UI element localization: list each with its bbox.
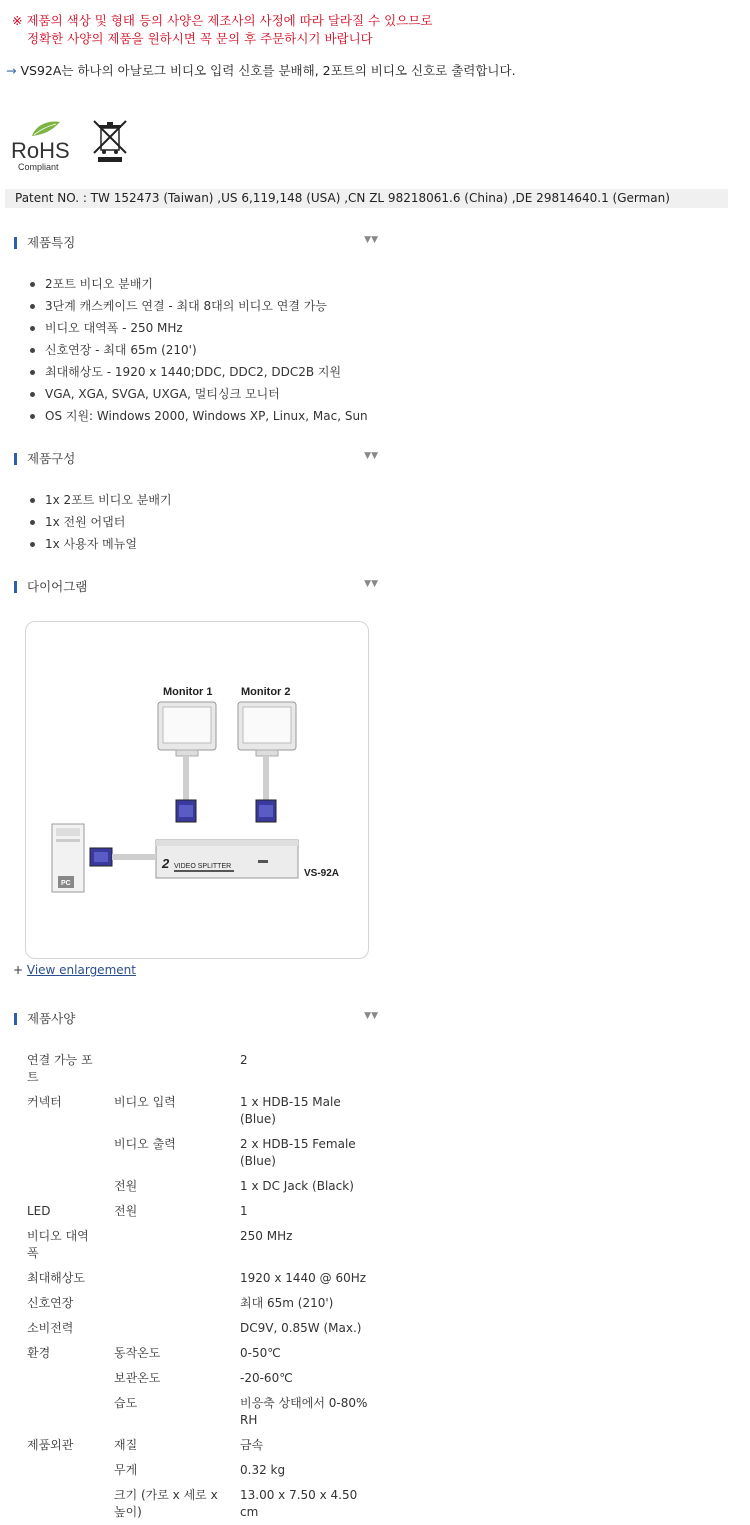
spec-category [20,1458,107,1483]
vga-connector-icon [176,800,196,822]
view-enlargement-link[interactable]: View enlargement [26,963,136,977]
features-list [28,273,368,427]
section-header-package[interactable] [14,451,378,467]
spec-value: 2 x HDB-15 Female (Blue) [240,1137,356,1168]
table-row [20,1224,377,1266]
spec-category: 환경 [27,1346,51,1360]
spec-value: 0.32 kg [240,1463,286,1477]
spec-subcategory: 전원 [114,1179,138,1193]
spec-subcategory [107,1291,233,1316]
chevron-down-icon[interactable]: ▼▼ [364,451,378,461]
product-intro [6,61,516,79]
list-item: 2포트 비디오 분배기 [28,273,368,295]
table-row [20,1391,377,1433]
rohs-label: RoHS [11,138,70,163]
list-item: VGA, XGA, SVGA, UXGA, 멀티싱크 모니터 [28,383,368,405]
list-item: 3단계 캐스케이드 연결 - 최대 8대의 비디오 연결 가능 [28,295,368,317]
spec-subcategory: 동작온도 [114,1346,161,1360]
spec-value: 1920 x 1440 @ 60Hz [240,1271,367,1285]
list-item: OS 지원: Windows 2000, Windows XP, Linux, Mac, Sun [28,405,368,427]
spec-subcategory: 습도 [114,1396,138,1410]
spec-subcategory [107,1316,233,1341]
spec-subcategory [107,1224,233,1266]
spec-subcategory: 보관온도 [114,1371,161,1385]
vga-connector-icon [90,848,112,866]
spec-subcategory: 재질 [114,1438,138,1452]
intro-text: VS92A는 하나의 아날로그 비디오 입력 신호를 분배해, 2포트의 비디오 신호로 출력합니다. [20,63,516,78]
spec-category: 최대해상도 [27,1271,85,1285]
spec-subcategory: 비디오 출력 [114,1137,176,1151]
section-header-diagram[interactable] [14,579,378,595]
patent-bar: Patent NO. : TW 152473 (Taiwan) ,US 6,119,148 (USA) ,CN ZL 98218061.6 (China) ,DE 29814640.1 (German) [5,189,728,208]
spec-category: 제품외관 [27,1438,74,1452]
monitor-2-label: Monitor 2 [241,686,291,698]
pc-label: PC [61,880,71,887]
section-title: 다이어그램 [27,579,88,594]
list-item: 1x 사용자 메뉴얼 [28,533,172,555]
section-title: 제품사양 [27,1011,76,1026]
monitor-1-icon [158,702,216,756]
spec-category: 소비전력 [27,1321,74,1335]
spec-subcategory: 무게 [114,1463,138,1477]
pc-tower-icon [52,824,84,892]
splitter-number: 2 [162,856,170,871]
spec-subcategory [107,1266,233,1291]
enlarge-prefix: + [13,963,27,977]
spec-value: 250 MHz [240,1229,293,1243]
section-title: 제품특징 [27,235,76,250]
section-header-features[interactable] [14,235,378,251]
chevron-down-icon[interactable]: ▼▼ [364,579,378,589]
table-row [20,1366,377,1391]
section-marker [14,581,17,593]
arrow-icon: → [6,63,17,78]
spec-subcategory: 크기 (가로 x 세로 x 높이) [114,1488,218,1519]
section-header-specs[interactable] [14,1011,378,1027]
section-marker [14,237,17,249]
enlarge-row [13,963,136,977]
list-item: 1x 2포트 비디오 분배기 [28,489,172,511]
spec-value: 13.00 x 7.50 x 4.50 cm [240,1488,358,1519]
section-marker [14,1013,17,1025]
spec-category: 신호연장 [27,1296,74,1310]
spec-subcategory: 전원 [114,1204,138,1218]
section-title: 제품구성 [27,451,76,466]
spec-subcategory [107,1048,233,1090]
chevron-down-icon[interactable]: ▼▼ [364,235,378,245]
spec-value: 2 [240,1053,248,1067]
notice-text [12,12,432,48]
spec-category [20,1391,107,1433]
spec-value: 1 x DC Jack (Black) [240,1179,354,1193]
connection-diagram[interactable] [25,621,369,959]
monitor-1-label: Monitor 1 [163,686,213,698]
spec-value: 비응축 상태에서 0-80% RH [240,1396,368,1427]
table-row [20,1174,377,1199]
spec-category [20,1174,107,1199]
spec-value: 최대 65m (210') [240,1296,334,1310]
spec-category: 커넥터 [27,1095,62,1109]
rohs-badge [10,120,74,174]
table-row [20,1048,377,1090]
table-row [20,1316,377,1341]
list-item: 1x 전원 어댑터 [28,511,172,533]
table-row [20,1199,377,1224]
diagram-illustration [26,622,368,958]
spec-value: 금속 [240,1438,264,1452]
spec-subcategory: 비디오 입력 [114,1095,176,1109]
spec-value: 1 [240,1204,248,1218]
spec-category: LED [27,1204,51,1218]
table-row [20,1266,377,1291]
section-marker [14,453,17,465]
notice-line-2: 정확한 사양의 제품을 원하시면 꼭 문의 후 주문하시기 바랍니다 [27,31,373,46]
table-row [20,1433,377,1458]
splitter-label: VIDEO SPLITTER [174,863,232,870]
table-row [20,1341,377,1366]
spec-category: 비디오 대역폭 [27,1229,89,1260]
rohs-compliant-label: Compliant [18,162,59,172]
weee-bin-icon [90,118,130,164]
vga-connector-icon [256,800,276,822]
list-item: 신호연장 - 최대 65m (210') [28,339,368,361]
spec-category [20,1366,107,1391]
notice-line-1: ※ 제품의 색상 및 형태 등의 사양은 제조사의 사정에 따라 달라질 수 있으므로 [12,13,433,28]
list-item: 비디오 대역폭 - 250 MHz [28,317,368,339]
list-item: 최대해상도 - 1920 x 1440;DDC, DDC2, DDC2B 지원 [28,361,368,383]
splitter-device-icon [156,840,298,878]
spec-value: -20-60℃ [240,1371,293,1385]
spec-category: 연결 가능 포트 [27,1053,93,1084]
chevron-down-icon[interactable]: ▼▼ [364,1011,378,1021]
model-label: VS-92A [304,868,340,879]
table-row [20,1291,377,1316]
spec-value: 0-50℃ [240,1346,281,1360]
spec-table [20,1048,377,1525]
table-row [20,1090,377,1132]
spec-value: 1 x HDB-15 Male (Blue) [240,1095,341,1126]
monitor-2-icon [238,702,296,756]
table-row [20,1132,377,1174]
package-list [28,489,172,555]
spec-value: DC9V, 0.85W (Max.) [240,1321,362,1335]
spec-category [20,1132,107,1174]
table-row [20,1458,377,1483]
